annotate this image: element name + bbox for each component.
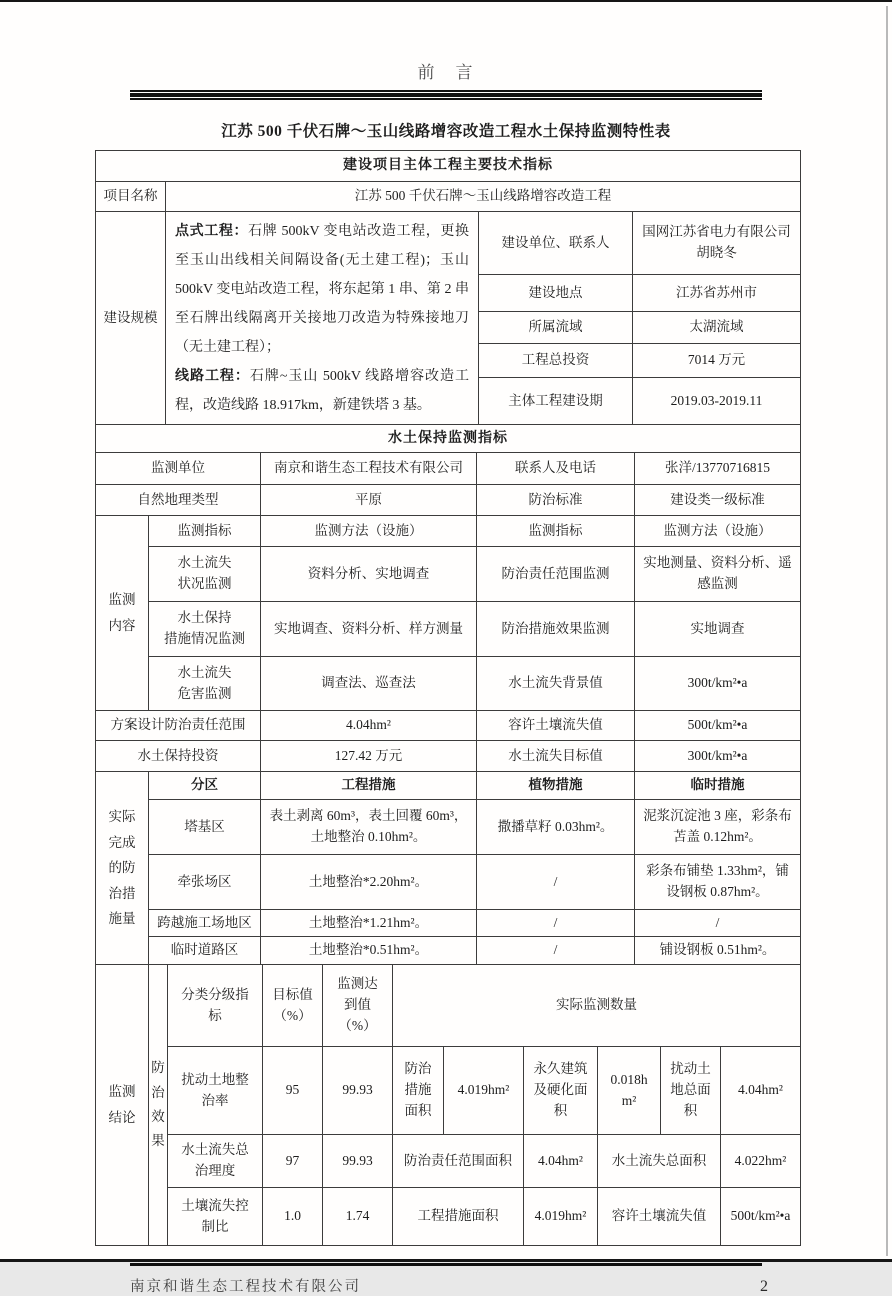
section1-header-row: [96, 151, 801, 182]
temporary-cell: 彩条布铺垫 1.33hm²，铺 设钢板 0.87hm²。: [635, 855, 801, 910]
measure-label: 工程措施面积: [393, 1188, 524, 1246]
achieved-value: 1.74: [323, 1188, 393, 1246]
document-title: 江苏 500 千伏石牌～玉山线路增容改造工程水土保持监测特性表: [221, 123, 671, 140]
preface-heading: 前 言: [417, 63, 475, 82]
monitor-content-row: [96, 657, 801, 711]
scale-row-1: [96, 212, 801, 275]
zone-cell: 跨越施工场地区: [149, 910, 261, 937]
characteristics-table: [95, 150, 800, 1246]
method-header: 监测方法（设施）: [261, 516, 477, 547]
target-loss-value: 300t/km²•a: [635, 741, 801, 772]
section2-header: 水土保持监测指标: [96, 425, 801, 453]
point-project-label: 点式工程：: [175, 224, 249, 239]
investment-label: 水土保持投资: [96, 741, 261, 772]
info-label: 建设地点: [479, 275, 633, 312]
target-value: 95: [263, 1047, 323, 1135]
indicator-cell: 水土流失 状况监测: [149, 547, 261, 602]
info-label: 工程总投资: [479, 344, 633, 378]
scale-description: [166, 212, 479, 425]
page-number: 2: [760, 1278, 768, 1295]
engineering-header: 工程措施: [261, 772, 477, 800]
measures-header-row: [96, 772, 801, 800]
allowed-loss-label: 容许土壤流失值: [477, 711, 635, 741]
achieved-value: 99.93: [323, 1135, 393, 1188]
indicator-cell: 水土流失背景值: [477, 657, 635, 711]
conclusion-row-2: [96, 1135, 801, 1188]
project-name-row: [96, 182, 801, 212]
info-label: 建设单位、联系人: [479, 212, 633, 275]
measure-value: 4.04hm²: [524, 1135, 598, 1188]
section4-table: [95, 964, 801, 1246]
temporary-header: 临时措施: [635, 772, 801, 800]
target-value: 1.0: [263, 1188, 323, 1246]
allowed-loss-value: 500t/km²•a: [635, 711, 801, 741]
indicator-cell: 防治措施效果监测: [477, 602, 635, 657]
measure-value: 4.019hm²: [524, 1188, 598, 1246]
contact-label: 联系人及电话: [477, 453, 635, 485]
geo-type-row: [96, 485, 801, 516]
measure-value: 500t/km²•a: [721, 1188, 801, 1246]
project-name-value: 江苏 500 千伏石牌～玉山线路增容改造工程: [166, 182, 801, 212]
page-footer: [130, 1275, 774, 1296]
conclusion-header-row: [96, 965, 801, 1047]
zone-cell: 牵张场区: [149, 855, 261, 910]
info-value: 2019.03-2019.11: [633, 378, 801, 425]
info-value: 7014 万元: [633, 344, 801, 378]
method-header: 监测方法（设施）: [635, 516, 801, 547]
measures-row: [96, 937, 801, 965]
section3-table: [95, 771, 801, 965]
measure-value: 4.022hm²: [721, 1135, 801, 1188]
plant-cell: /: [477, 910, 635, 937]
class-index-header: 分类分级指 标: [168, 965, 263, 1047]
measure-value: 4.019hm²: [444, 1047, 524, 1135]
section2-header-row: [96, 425, 801, 453]
measures-row: [96, 800, 801, 855]
monitor-content-row: [96, 602, 801, 657]
info-label: 主体工程建设期: [479, 378, 633, 425]
measure-label: 容许土壤流失值: [598, 1188, 721, 1246]
indicator-cell: 水土流失 危害监测: [149, 657, 261, 711]
engineering-cell: 土地整治*2.20hm²。: [261, 855, 477, 910]
plant-header: 植物措施: [477, 772, 635, 800]
line-project-text: 石牌~玉山 500kV 线路增容改造工程，改造线路 18.917km，新建铁塔 3 基。: [175, 369, 470, 413]
measure-label: 防治 措施 面积: [393, 1047, 444, 1135]
actual-monitor-header: 实际监测数量: [393, 965, 801, 1047]
info-value: 国网江苏省电力有限公司 胡晓冬: [633, 212, 801, 275]
achieved-header: 监测达 到值 （%）: [323, 965, 393, 1047]
zone-cell: 塔基区: [149, 800, 261, 855]
temporary-cell: 泥浆沉淀池 3 座，彩条布 苫盖 0.12hm²。: [635, 800, 801, 855]
plant-cell: /: [477, 937, 635, 965]
effect-group-label: 防 治 效 果: [149, 965, 168, 1246]
info-value: 江苏省苏州市: [633, 275, 801, 312]
plant-cell: 撒播草籽 0.03hm²。: [477, 800, 635, 855]
method-cell: 实地调查、资料分析、样方测量: [261, 602, 477, 657]
temporary-cell: 铺设钢板 0.51hm²。: [635, 937, 801, 965]
design-scope-label: 方案设计防治责任范围: [96, 711, 261, 741]
plant-cell: /: [477, 855, 635, 910]
indicator-header: 监测指标: [477, 516, 635, 547]
engineering-cell: 表土剥离 60m³，表土回覆 60m³， 土地整治 0.10hm²。: [261, 800, 477, 855]
geo-type-label: 自然地理类型: [96, 485, 261, 516]
investment-value: 127.42 万元: [261, 741, 477, 772]
conclusion-row-3: [96, 1188, 801, 1246]
monitor-unit-label: 监测单位: [96, 453, 261, 485]
engineering-cell: 土地整治*1.21hm²。: [261, 910, 477, 937]
section1-table: [95, 150, 801, 425]
index-name: 扰动土地整 治率: [168, 1047, 263, 1135]
method-cell: 调查法、巡查法: [261, 657, 477, 711]
footer-company: 南京和谐生态工程技术有限公司: [130, 1279, 361, 1295]
measures-row: [96, 910, 801, 937]
measure-label: 防治责任范围面积: [393, 1135, 524, 1188]
page-top-edge: [0, 0, 892, 2]
design-scope-value: 4.04hm²: [261, 711, 477, 741]
measure-label: 扰动土 地总面 积: [661, 1047, 721, 1135]
monitor-content-header-row: [96, 516, 801, 547]
monitor-content-label: 监测 内容: [96, 516, 149, 711]
geo-type-value: 平原: [261, 485, 477, 516]
standard-label: 防治标准: [477, 485, 635, 516]
page-right-edge: [886, 6, 888, 1256]
page-bottom-edge: [0, 1259, 892, 1262]
engineering-cell: 土地整治*0.51hm²。: [261, 937, 477, 965]
conclusion-row-1: [96, 1047, 801, 1135]
indicator-header: 监测指标: [149, 516, 261, 547]
project-name-label: 项目名称: [96, 182, 166, 212]
measure-label: 水土流失总面积: [598, 1135, 721, 1188]
index-name: 土壤流失控 制比: [168, 1188, 263, 1246]
zone-header: 分区: [149, 772, 261, 800]
measures-side-label: 实际 完成 的防 治措 施量: [96, 772, 149, 965]
scale-label: 建设规模: [96, 212, 166, 425]
measure-label: 永久建筑 及硬化面 积: [524, 1047, 598, 1135]
investment-row: [96, 741, 801, 772]
index-name: 水土流失总 治理度: [168, 1135, 263, 1188]
section1-header: 建设项目主体工程主要技术指标: [96, 151, 801, 182]
method-cell: 资料分析、实地调查: [261, 547, 477, 602]
method-cell: 300t/km²•a: [635, 657, 801, 711]
monitor-unit-row: [96, 453, 801, 485]
point-project-text: 石牌 500kV 变电站改造工程，更换至玉山出线相关间隔设备(无土建工程)；玉山 500kV 变电站改造工程，将东起第 1 串、第 2 串至石牌出线隔离开关接地刀改造为特殊接地刀（无土建工程）；: [175, 224, 470, 355]
indicator-cell: 防治责任范围监测: [477, 547, 635, 602]
target-value: 97: [263, 1135, 323, 1188]
header-rule: [130, 90, 762, 100]
standard-value: 建设类一级标准: [635, 485, 801, 516]
target-header: 目标值 （%）: [263, 965, 323, 1047]
measure-value: 0.018h m²: [598, 1047, 661, 1135]
section2-table: [95, 424, 801, 772]
line-project-label: 线路工程：: [175, 369, 250, 384]
info-label: 所属流域: [479, 312, 633, 344]
monitor-unit-value: 南京和谐生态工程技术有限公司: [261, 453, 477, 485]
method-cell: 实地调查: [635, 602, 801, 657]
method-cell: 实地测量、资料分析、遥 感监测: [635, 547, 801, 602]
design-scope-row: [96, 711, 801, 741]
measure-value: 4.04hm²: [721, 1047, 801, 1135]
indicator-cell: 水土保持 措施情况监测: [149, 602, 261, 657]
conclusion-side-label: 监测 结论: [96, 965, 149, 1246]
achieved-value: 99.93: [323, 1047, 393, 1135]
target-loss-label: 水土流失目标值: [477, 741, 635, 772]
zone-cell: 临时道路区: [149, 937, 261, 965]
info-value: 太湖流域: [633, 312, 801, 344]
temporary-cell: /: [635, 910, 801, 937]
contact-value: 张洋/13770716815: [635, 453, 801, 485]
monitor-content-row: [96, 547, 801, 602]
measures-row: [96, 855, 801, 910]
